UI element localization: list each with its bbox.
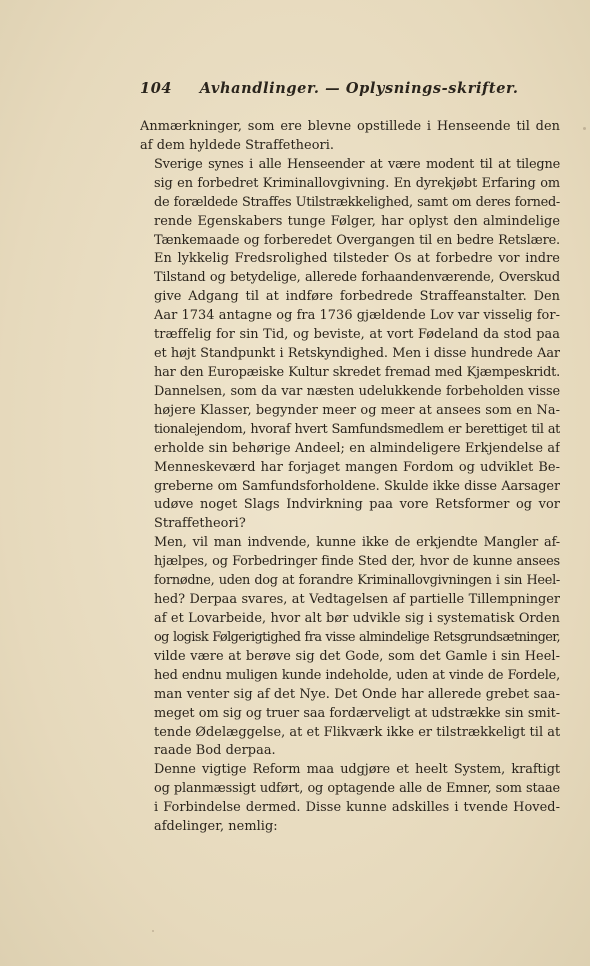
text-line: Menneskeværd har forjaget mangen Fordom og udviklet Be- [154,459,560,475]
text-line: de forældede Straffes Utilstrækkelighed, samt om deres forned- [154,194,560,210]
text-line: sig en forbedret Kriminallovgivning. En dyrekjøbt Erfaring om [154,175,560,191]
text-line: Tænkemaade og forberedet Overgangen til en bedre Retslære. [154,232,560,248]
text-line: meget om sig og truer saa fordærveligt at udstrække sin smit- [154,705,560,721]
text-line: udøve noget Slags Indvirkning paa vore Retsformer og vor [154,497,560,513]
text-line: fornødne, uden dog at forandre Kriminallovgivningen i sin Heel- [154,573,560,589]
text-line: Sverige synes i alle Henseender at være modent til at tilegne [154,156,560,172]
text-line: i Forbindelse dermed. Disse kunne adskilles i tvende Hoved- [154,800,560,816]
text-line: Straffetheori? [154,516,246,532]
text-line: hed endnu muligen kunde indeholde, uden at vinde de Fordele, [154,667,560,683]
text-line: et højt Standpunkt i Retskyndighed. Men i disse hundrede Aar [154,346,560,362]
text-line: greberne om Samfundsforholdene. Skulde ikke disse Aarsager [154,478,560,494]
running-head [140,80,560,102]
text-line: højere Klasser, begynder meer og meer at ansees som en Na- [154,402,560,418]
text-line: Tilstand og betydelige, allerede forhaandenværende, Overskud [154,270,560,286]
text-line: træffelig for sin Tid, og beviste, at vort Fødeland da stod paa [154,327,560,343]
paper-speck [583,127,586,130]
paragraph [140,118,560,156]
text-line: har den Europæiske Kultur skredet fremad med Kjæmpeskridt. [154,364,560,380]
text-line: erholde sin behørige Andeel; en almindeligere Erkjendelse af [154,440,560,456]
body-text [140,118,560,837]
text-line: Dannelsen, som da var næsten udelukkende forbeholden visse [154,383,560,399]
text-line: Aar 1734 antagne og fra 1736 gjældende Lov var visselig for- [154,308,560,324]
paragraph [140,761,560,837]
running-head-title: Avhandlinger. — Oplysnings-skrifter. [199,80,519,97]
paragraph [140,534,560,761]
text-line: raade Bod derpaa. [154,743,276,759]
text-line: af et Lovarbeide, hvor alt bør udvikle sig i systematisk Orden [154,610,560,626]
text-line: give Adgang til at indføre forbedrede Straffeanstalter. Den [154,289,560,305]
text-line: Men, vil man indvende, kunne ikke de erkjendte Mangler af- [154,535,560,551]
text-line: Denne vigtige Reform maa udgjøre et heelt System, kraftigt [154,762,560,778]
text-line: Anmærkninger, som ere blevne opstillede i Henseende til den [140,119,560,134]
text-line: tende Ødelæggelse, at et Flikværk ikke er tilstrækkeligt til at [154,724,560,740]
text-line: rende Egenskabers tunge Følger, har oplyst den almindelige [154,213,560,229]
text-line: En lykkelig Fredsrolighed tilsteder Os at forbedre vor indre [154,251,560,267]
text-line: og planmæssigt udført, og optagende alle de Emner, som staae [154,781,560,797]
text-line: afdelinger, nemlig: [154,819,278,835]
text-line: hed? Derpaa svares, at Vedtagelsen af partielle Tillempninger [154,592,560,608]
text-line: man venter sig af det Nye. Det Onde har allerede grebet saa- [154,686,560,702]
text-line: hjælpes, og Forbedringer finde Sted der, hvor de kunne ansees [154,554,560,570]
text-line: tionalejendom, hvoraf hvert Samfundsmedlem er berettiget til at [154,421,560,437]
text-line: og logisk Følgerigtighed fra visse almindelige Retsgrundsætninger, [154,629,560,645]
page-number: 104 [140,80,173,97]
text-line: af dem hyldede Straffetheori. [140,137,335,153]
text-line: vilde være at berøve sig det Gode, som det Gamle i sin Heel- [154,648,560,664]
paper-speck [152,930,154,932]
paragraph [140,156,560,534]
